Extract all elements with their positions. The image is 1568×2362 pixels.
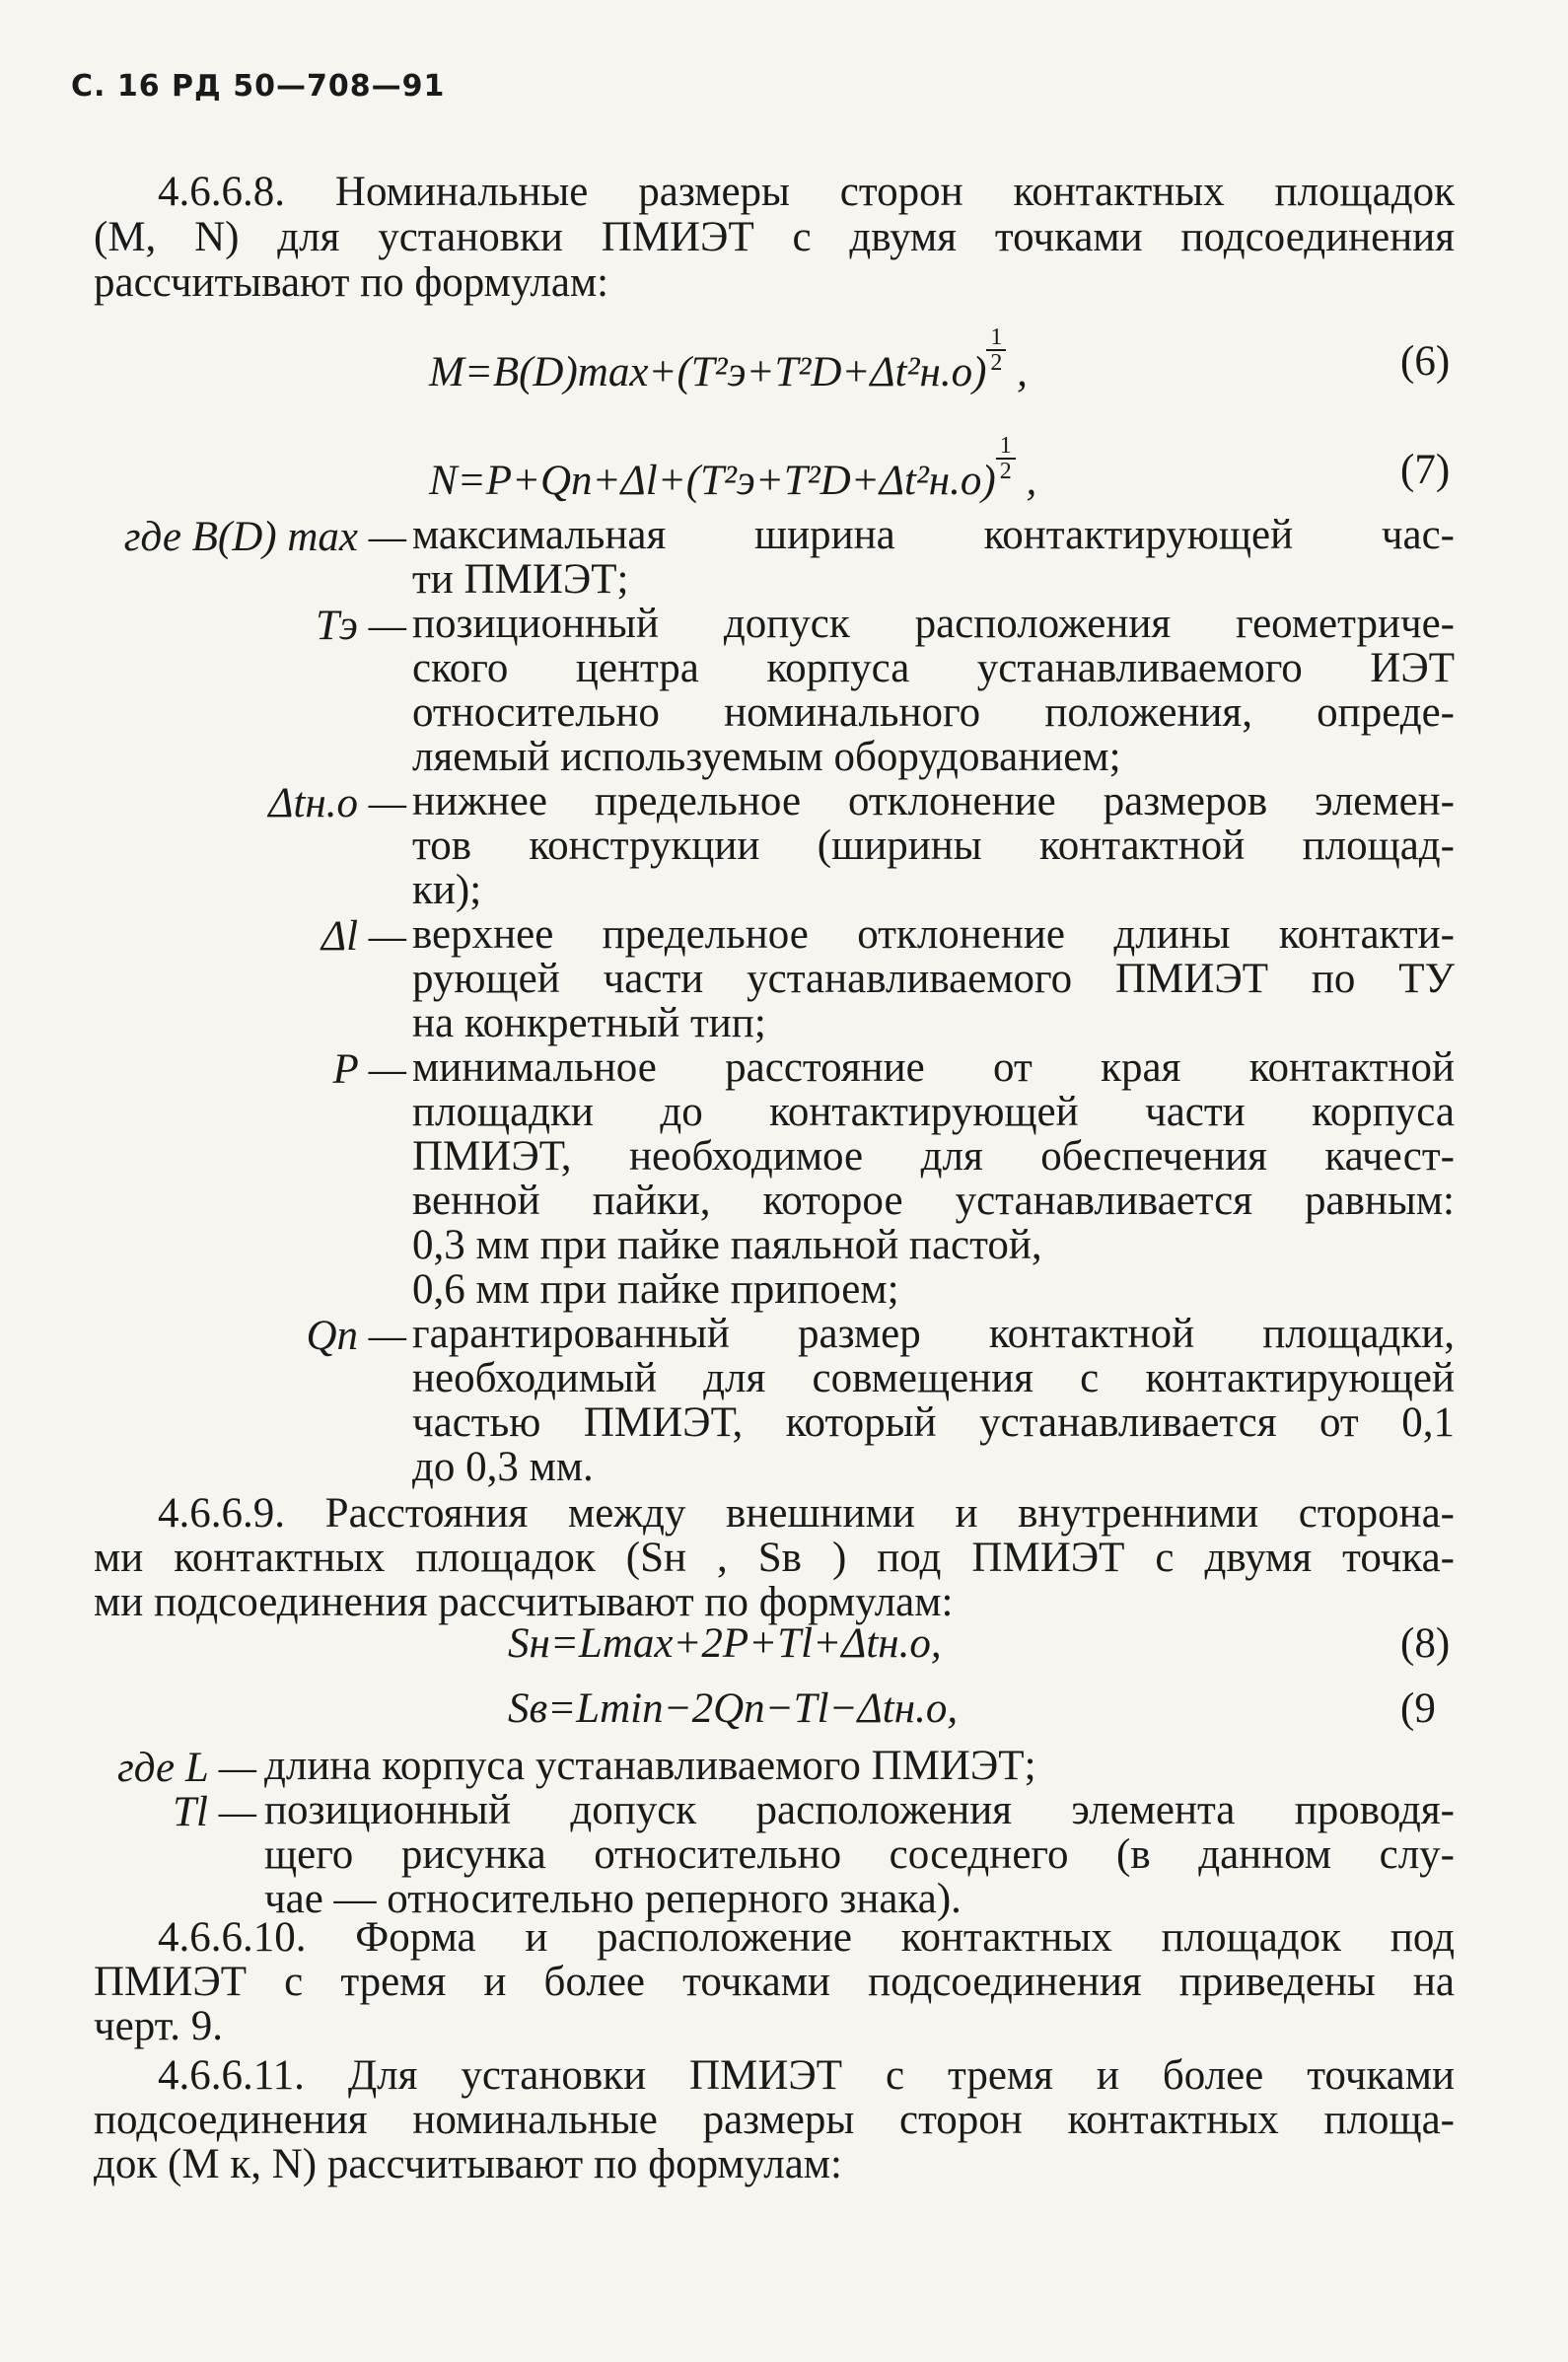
formula-8: Sн=Lmax+2P+Tl+Δtн.о,: [508, 1620, 942, 1667]
equation-number-9: (9: [1400, 1685, 1436, 1732]
p4-line-3: док (M к, N) рассчитывают по формулам:: [94, 2141, 842, 2187]
equation-number-8: (8): [1400, 1620, 1451, 1667]
def-l-line: длина корпуса устанавливаемого ПМИЭТ;: [264, 1743, 1036, 1789]
def-qp-line: до 0,3 мм.: [412, 1444, 594, 1490]
def-text-te: [412, 602, 1455, 779]
def-symbol-qp: Qп —: [306, 1313, 406, 1359]
def-symbol-p: P —: [332, 1046, 406, 1093]
def-qp-line: частью ПМИЭТ, который устанавливается от 0,1: [412, 1399, 1455, 1446]
p1-line-2: (M, N) для установки ПМИЭТ с двумя точками подсоединения: [94, 214, 1455, 260]
def-bd-line: максимальная ширина контактирующей час-: [412, 512, 1455, 558]
def-tl-line: чае — относительно реперного знака).: [264, 1876, 962, 1922]
def-symbol-dtno: Δtн.о —: [268, 780, 406, 826]
def-dl-line: верхнее предельное отклонение длины контакти-: [412, 911, 1455, 958]
def-te-line: относительно номинального положения, опреде-: [412, 689, 1455, 736]
def-text-bd: [412, 513, 1455, 602]
p4-line-2: подсоединения номинальные размеры сторон контактных площа-: [94, 2097, 1455, 2143]
formula-7-exponent: [996, 434, 1016, 483]
formula-7-exp-den: 2: [999, 459, 1012, 484]
def-dl-line: рующей части устанавливаемого ПМИЭТ по ТУ: [412, 956, 1455, 1002]
def-qp-line: необходимый для совмещения с контактирующей: [412, 1355, 1455, 1401]
def-dtno-line: нижнее предельное отклонение размеров элемен-: [412, 778, 1455, 824]
formula-7-body: N=P+Qп+Δl+(T²э+T²D+Δt²н.о): [429, 458, 996, 504]
def-text-qp: [412, 1312, 1455, 1489]
def-p-line: минимальное расстояние от края контактной: [412, 1044, 1455, 1091]
def-text-l: [264, 1744, 1455, 1788]
formula-6-tail: ,: [1006, 349, 1028, 395]
formula-7-exp-num: 1: [996, 434, 1016, 460]
def-dtno-line: ки);: [412, 867, 482, 913]
formula-6: [429, 325, 1028, 396]
def-te-line: ляемый используемым оборудованием;: [412, 734, 1121, 780]
def-te-line: позиционный допуск расположения геометриче-: [412, 601, 1455, 647]
def-symbol-te: Tэ —: [316, 603, 406, 649]
def-text-p: [412, 1045, 1455, 1312]
p3-line-3: черт. 9.: [94, 2003, 223, 2049]
def-p-line: площадки до контактирующей части корпуса: [412, 1089, 1455, 1135]
def-dtno-line: тов конструкции (ширины контактной площад-: [412, 823, 1455, 869]
def-symbol-l: где L —: [116, 1745, 256, 1791]
p2-line-2: ми контактных площадок (Sн , Sв ) под ПМИЭТ с двумя точка-: [94, 1535, 1455, 1581]
p3-line-1: 4.6.6.10. Форма и расположение контактных площадок под: [158, 1914, 1455, 1961]
equation-number-7: (7): [1400, 447, 1451, 493]
def-bd-line: ти ПМИЭТ;: [412, 556, 629, 603]
formula-6-exponent: [986, 325, 1006, 375]
p1-line-3: рассчитывают по формулам:: [94, 259, 609, 306]
def-text-dtno: [412, 779, 1455, 912]
equation-number-6: (6): [1400, 338, 1451, 385]
formula-9: Sв=Lmin−2Qп−Tl−Δtн.о,: [508, 1685, 959, 1732]
formula-6-exp-num: 1: [986, 325, 1006, 351]
def-symbol-dl: Δl —: [321, 913, 406, 960]
def-p-line: ПМИЭТ, необходимое для обеспечения качест-: [412, 1133, 1455, 1180]
def-p-line: венной пайки, которое устанавливается равным:: [412, 1178, 1455, 1224]
def-p-line: 0,6 мм при пайке припоем;: [412, 1266, 899, 1313]
def-tl-line: щего рисунка относительно соседнего (в данном слу-: [264, 1831, 1455, 1878]
def-text-tl: [264, 1788, 1455, 1921]
p2-line-3: ми подсоединения рассчитывают по формулам:: [94, 1579, 954, 1625]
def-dl-line: на конкретный тип;: [412, 1000, 766, 1046]
formula-7-tail: ,: [1015, 458, 1037, 504]
def-text-dl: [412, 912, 1455, 1045]
formula-6-body: M=B(D)max+(T²э+T²D+Δt²н.о): [429, 349, 987, 395]
formula-6-exp-den: 2: [990, 350, 1003, 376]
def-p-line: 0,3 мм при пайке паяльной пастой,: [412, 1222, 1042, 1268]
def-symbol-bd: где B(D) max —: [123, 514, 406, 560]
p2-line-1: 4.6.6.9. Расстояния между внешними и внутренними сторона-: [158, 1490, 1455, 1537]
p3-line-2: ПМИЭТ с тремя и более точками подсоединения приведены на: [94, 1959, 1455, 2005]
def-te-line: ского центра корпуса устанавливаемого ИЭТ: [412, 645, 1455, 691]
p1-line-1: 4.6.6.8. Номинальные размеры сторон контактных площадок: [158, 169, 1455, 215]
p4-line-1: 4.6.6.11. Для установки ПМИЭТ с тремя и более точками: [158, 2052, 1455, 2099]
def-qp-line: гарантированный размер контактной площадки,: [412, 1311, 1455, 1357]
def-symbol-tl: Tl —: [173, 1789, 256, 1835]
page-header: С. 16 РД 50—708—91: [71, 69, 446, 104]
def-tl-line: позиционный допуск расположения элемента проводя-: [264, 1787, 1455, 1833]
formula-7: [429, 434, 1036, 505]
